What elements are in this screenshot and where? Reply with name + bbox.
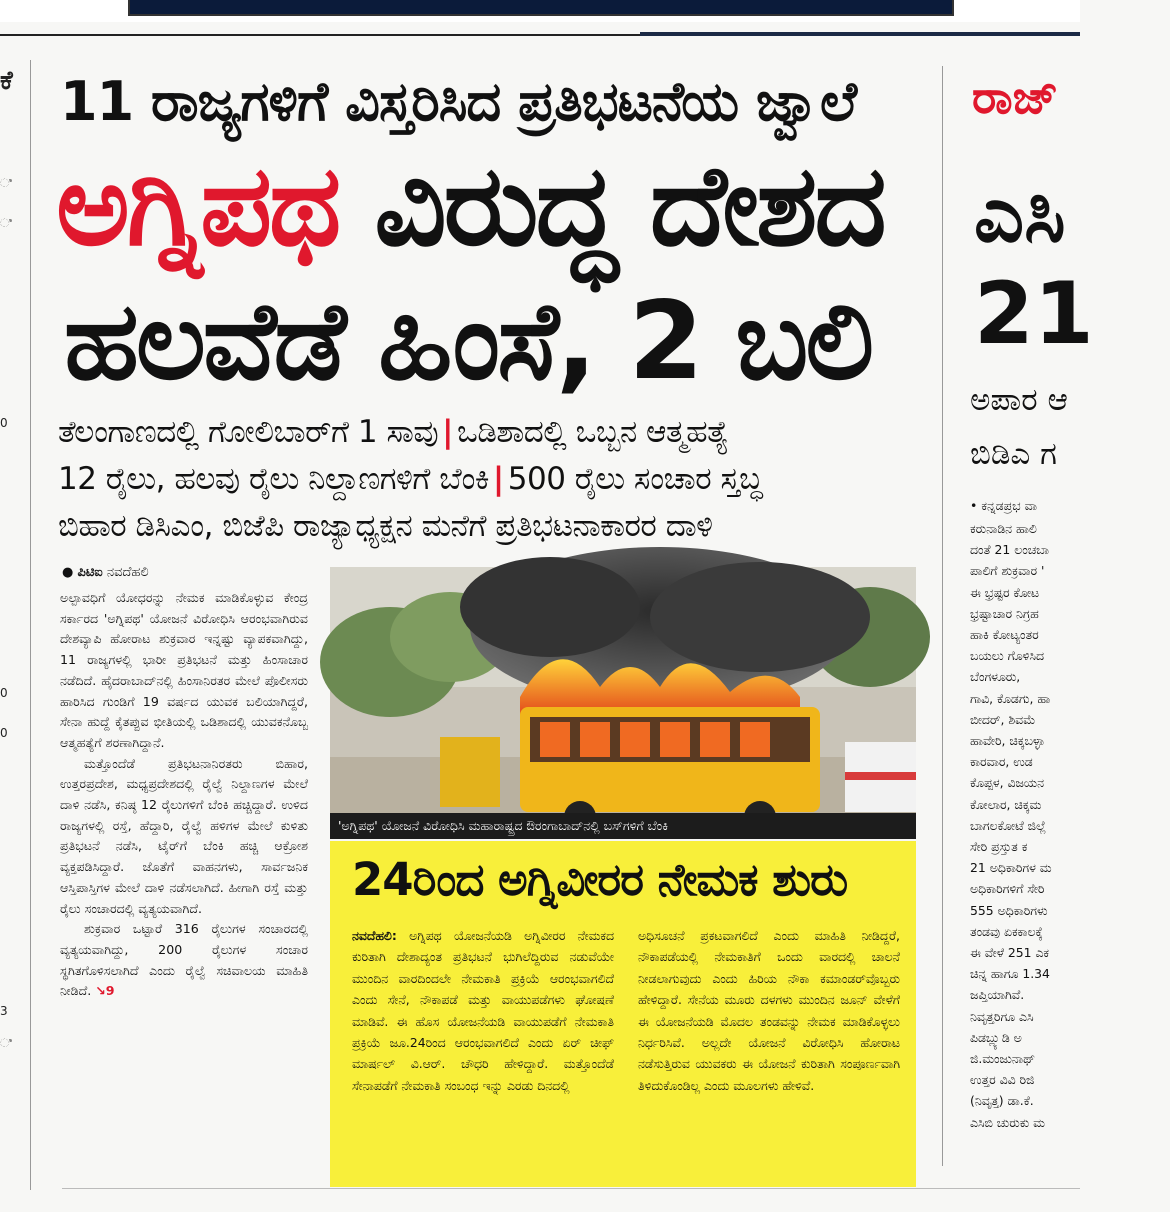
adjacent-body-line: ಜಿ.ಮಂಜುನಾಥ್ [970,1051,1036,1067]
left-fragment: ಿ [0,1036,12,1050]
adjacent-body-line: ಉತ್ತರ ವಿವಿ ರಿಜಿ [970,1072,1035,1088]
adjacent-body-line: ಪಿಡಬ್ಲ್ಯುಡಿ ಅ [970,1029,1022,1045]
column-rule-left [30,60,31,1190]
adjacent-body-line: ತಂಡವು ಏಕಕಾಲಕ್ಕೆ [970,923,1043,939]
adjacent-subhead: ಬಿಡಿಎ ಗ [970,436,1057,472]
adjacent-headline-2: 21 [974,264,1094,364]
bottom-rule [62,1188,1080,1189]
photo-caption: 'ಅಗ್ನಿಪಥ' ಯೋಜನೆ ವಿರೋಧಿಸಿ ಮಹಾರಾಷ್ಟ್ರದ ಔರಂಗಾಬಾದ್‌ನಲ್ಲಿ ಬಸ್‌ಗಳಿಗೆ ಬೆಂಕಿ [330,813,916,839]
sidebar-dateline: ನವದೆಹಲಿ: [352,928,397,943]
adjacent-body-line: ಬೆಂಗಳೂರು, [970,669,1021,685]
continued-marker: ↘9 [95,983,115,999]
adjacent-body-line: ಹಾಕಿ ಕೋಟ್ಯಂತರ [970,627,1039,643]
adjacent-body-line: ಭ್ರಷ್ಟಾಚಾರ ನಿಗ್ರಹ [970,605,1039,621]
headline-highlight: ಅಗ್ನಿಪಥ [56,141,339,271]
left-fragment: 3 [0,1004,8,1018]
adjacent-body-line: ಅಧಿಕಾರಿಗಳಿಗೆ ಸೇರಿ [970,881,1045,897]
sidebar-headline: 24ರಿಂದ ಅಗ್ನಿವೀರರ ನೇಮಕ ಶುರು [352,853,848,906]
subhead-text: ತೆಲಂಗಾಣದಲ್ಲಿ ಗೋಲಿಬಾರ್‌ಗೆ 1 ಸಾವು [58,414,439,450]
headline-text: ವಿರುದ್ಧ ದೇಶದ [338,141,884,271]
main-headline-line2: ಹಲವೆಡೆ ಹಿಂಸೆ, 2 ಬಲಿ [64,279,872,404]
subhead-text: 500 ರೈಲು ಸಂಚಾರ ಸ್ತಬ್ಧ [507,461,763,497]
adjacent-body-line: ಸೇರಿ ಪ್ರಸ್ತುತ ಕ [970,839,1028,855]
masthead-strip [128,0,954,16]
adjacent-byline: • ಕನ್ನಡಪ್ರಭ ವಾ [970,498,1038,513]
kicker-headline: 11 ರಾಜ್ಯಗಳಿಗೆ ವಿಸ್ತರಿಸಿದ ಪ್ರತಿಭಟನೆಯ ಜ್ವಾಲೆ [60,70,857,133]
main-headline-line1 [56,141,884,271]
left-fragment: ಿ [0,216,12,230]
story-paragraph: ಅಲ್ಪಾವಧಿಗೆ ಯೋಧರನ್ನು ನೇಮಕ ಮಾಡಿಕೊಳ್ಳುವ ಕೇಂದ್ರ ಸರ್ಕಾರದ 'ಅಗ್ನಿಪಥ' ಯೋಜನೆ ವಿರೋಧಿಸಿ ಆರಂಭವಾಗಿರುವ ದೇಶವ್ಯಾಪಿ ಹೋರಾಟ ಶುಕ್ರವಾರ ಇನ್ನಷ್ಟು ವ್ಯಾಪಕವಾಗಿದ್ದು, 11 ರಾಜ್ಯಗಳಲ್ಲಿ ಭಾರೀ ಪ್ರತಿಭಟನೆ ಮತ್ತು ಹಿಂಸಾಚಾರ ನಡೆದಿದೆ. ಹೈದರಾಬಾದ್‌ನಲ್ಲಿ ಹಿಂಸಾನಿರತರ ಮೇಲೆ ಪೊಲೀಸರು ಹಾರಿಸಿದ ಗುಂಡಿಗೆ 19 ವರ್ಷದ ಯುವಕ ಬಲಿಯಾಗಿದ್ದರೆ, ಸೇನಾ ಹುದ್ದೆ ಕೈತಪ್ಪುವ ಭೀತಿಯಲ್ಲಿ ಒಡಿಶಾದಲ್ಲಿ ಯುವಕನೊಬ್ಬ ಆತ್ಮಹತ್ಯೆಗೆ ಶರಣಾಗಿದ್ದಾನೆ. [60,590,308,750]
sidebar-column-2: ಅಧಿಸೂಚನೆ ಪ್ರಕಟವಾಗಲಿದೆ ಎಂದು ಮಾಹಿತಿ ನೀಡಿದ್ದರೆ, ನೌಕಾಪಡೆಯಲ್ಲಿ ನೇಮಕಾತಿಗೆ ಒಂದು ವಾರದಲ್ಲಿ ಚಾಲನೆ ನೀಡಲಾಗುವುದು ಎಂದು ಹಿರಿಯ ನೌಕಾ ಕಮಾಂಡರ್‌ವೊಬ್ಬರು ಹೇಳಿದ್ದಾರೆ. ಸೇನೆಯ ಮೂರು ದಳಗಳು ಮುಂದಿನ ಜೂನ್ ವೇಳೆಗೆ ಈ ಯೋಜನೆಯಡಿ ಮೊದಲ ತಂಡವನ್ನು ನೇಮಕ ಮಾಡಿಕೊಳ್ಳಲು ನಿರ್ಧರಿಸಿವೆ. ಅಲ್ಲದೇ ಯೋಜನೆ ವಿರೋಧಿಸಿ ಹೋರಾಟ ನಡೆಸುತ್ತಿರುವ ಯುವಕರು ಈ ಯೋಜನೆ ಕುರಿತಾಗಿ ಸಂಪೂರ್ಣವಾಗಿ ತಿಳಿದುಕೊಂಡಿಲ್ಲ ಎಂದು ಮೂಲಗಳು ಹೇಳಿವೆ. [638,928,900,1093]
left-fragment: 0 [0,416,8,430]
left-fragment: 0 [0,686,8,700]
subhead-text: ಒಡಿಶಾದಲ್ಲಿ ಒಬ್ಬನ ಆತ್ಮಹತ್ಯೆ [456,414,729,450]
adjacent-body-line: ದಂತೆ 21 ಲಂಚಬಾ [970,542,1050,558]
byline-agency: ಪಿಟಿಐ [77,565,103,580]
adjacent-body-line: ಕರುನಾಡಿನ ಹಾಲಿ [970,521,1037,536]
adjacent-kicker: ರಾಜ್ [972,70,1059,124]
byline-place: ನವದೆಹಲಿ [106,565,149,580]
adjacent-body-line: (ನಿವೃತ್ತ) ಡಾ.ಕೆ. [970,1093,1034,1109]
photo-illustration [330,567,916,839]
top-frame [0,0,1080,22]
adjacent-body-line: ಬೀದರ್, ಶಿವಮೆ [970,711,1036,727]
news-photo-burning-bus [330,567,916,839]
adjacent-body-line: ಕಾರವಾರ, ಉಡ [970,754,1033,770]
sidebar-story-box [330,841,916,1187]
adjacent-body-line: ಎಸಿಬಿ ಚುರುಕು ಮ [970,1114,1045,1130]
subhead-separator: | [442,414,453,450]
story-paragraph [60,919,308,1002]
subhead-3: ಬಿಹಾರ ಡಿಸಿಎಂ, ಬಿಜೆಪಿ ರಾಜ್ಯಾಧ್ಯಕ್ಷನ ಮನೆಗೆ ಪ್ರತಿಭಟನಾಕಾರರ ದಾಳಿ [58,508,713,544]
top-rule [0,34,640,36]
subhead-separator: | [492,461,504,497]
story-body [60,588,308,1002]
left-fragment: 0 [0,726,8,740]
adjacent-story [946,40,1094,1200]
subhead-text: 12 ರೈಲು, ಹಲವು ರೈಲು ನಿಲ್ದಾಣಗಳಿಗೆ ಬೆಂಕಿ [58,461,489,497]
adjacent-subhead: ಅಪಾರ ಆ [970,382,1068,418]
adjacent-body [970,518,1170,1133]
subhead-1 [58,414,729,451]
adjacent-body-line: ಪಾಲಿಗೆ ಶುಕ್ರವಾರ ' [970,563,1045,579]
subhead-2 [58,461,762,498]
byline: ● ಪಿಟಿಐ ನವದೆಹಲಿ [62,565,149,580]
left-fragment: ಕೆ [0,66,13,96]
adjacent-body-line: ಗಾವಿ, ಕೊಡಗು, ಹಾ [970,690,1051,706]
sidebar-column-1 [352,925,614,1096]
adjacent-body-line: ಈ ವೇಳೆ 251 ಎಕ [970,945,1049,961]
story-paragraph-text: ಶುಕ್ರವಾರ ಒಟ್ಟಾರೆ 316 ರೈಲುಗಳ ಸಂಚಾರದಲ್ಲಿ ವ್ಯತ್ಯಯವಾಗಿದ್ದು, 200 ರೈಲುಗಳ ಸಂಚಾರ ಸ್ಥಗಿತಗೊಳಿಸಲಾಗಿದೆ ಎಂದು ರೈಲ್ವೆ ಸಚಿವಾಲಯ ಮಾಹಿತಿ ನೀಡಿದೆ. [60,921,308,999]
adjacent-body-line: ಕೋಲಾರ, ಚಿಕ್ಕಮ [970,796,1042,812]
adjacent-body-line: 555 ಅಧಿಕಾರಿಗಳು [970,902,1048,918]
sidebar-text: ಅಗ್ನಿಪಥ ಯೋಜನೆಯಡಿ ಅಗ್ನಿವೀರರ ನೇಮಕದ ಕುರಿತಾಗಿ ದೇಶಾದ್ಯಂತ ಪ್ರತಿಭಟನೆ ಭುಗಿಲೆದ್ದಿರುವ ನಡುವೆಯೇ ಮುಂದಿನ ವಾರದಿಂದಲೇ ನೇಮಕಾತಿ ಪ್ರಕ್ರಿಯೆ ಆರಂಭವಾಗಲಿದೆ ಎಂದು ಸೇನೆ, ನೌಕಾಪಡೆ ಮತ್ತು ವಾಯುಪಡೆಗಳು ಘೋಷಣೆ ಮಾಡಿವೆ. ಈ ಹೊಸ ಯೋಜನೆಯಡಿ ವಾಯುಪಡೆಗೆ ನೇಮಕಾತಿ ಪ್ರಕ್ರಿಯೆ ಜೂ.24ರಿಂದ ಆರಂಭವಾಗಲಿದೆ ಎಂದು ಏರ್ ಚೀಫ್ ಮಾರ್ಷಲ್ ವಿ.ಆರ್. ಚೌಧರಿ ಹೇಳಿದ್ದಾರೆ. ಮತ್ತೊಂದೆಡೆ ಸೇನಾಪಡೆಗೆ ನೇಮಕಾತಿ ಸಂಬಂಧ ಇನ್ನು ಎರಡು ದಿನದಲ್ಲಿ [352,928,614,1093]
top-rule-dark [640,32,1080,36]
column-rule-right [942,66,943,1166]
adjacent-body-line: ಹಾವೇರಿ, ಚಿಕ್ಕಬಳ್ಳಾ [970,733,1045,749]
adjacent-body-line: ಈ ಭ್ರಷ್ಟರ ಕೋಟ [970,584,1040,600]
main-story [34,40,939,1200]
adjacent-body-line: ಜಪ್ತಿಯಾಗಿವೆ. [970,987,1025,1003]
adjacent-body-line: ಕೊಪ್ಪಳ, ವಿಜಯನ [970,775,1044,791]
adjacent-body-line: ನಿವೃತ್ತರಿಗೂ ಎಸಿ [970,1008,1034,1024]
story-paragraph: ಮತ್ತೊಂದೆಡೆ ಪ್ರತಿಭಟನಾನಿರತರು ಬಿಹಾರ, ಉತ್ತರಪ್ರದೇಶ, ಮಧ್ಯಪ್ರದೇಶದಲ್ಲಿ ರೈಲ್ವೆ ನಿಲ್ದಾಣಗಳ ಮೇಲೆ ದಾಳಿ ನಡೆಸಿ, ಕನಿಷ್ಠ 12 ರೈಲುಗಳಿಗೆ ಬೆಂಕಿ ಹಚ್ಚಿದ್ದಾರೆ. ಉಳಿದ ರಾಜ್ಯಗಳಲ್ಲಿ ರಸ್ತೆ, ಹೆದ್ದಾರಿ, ರೈಲ್ವೆ ಹಳಿಗಳ ಮೇಲೆ ಕುಳಿತು ಪ್ರತಿಭಟನೆ ನಡೆಸಿ, ಟೈರ್‌ಗೆ ಬೆಂಕಿ ಹಚ್ಚಿ ಆಕ್ರೋಶ ವ್ಯಕ್ತಪಡಿಸಿದ್ದಾರೆ. ಜೊತೆಗೆ ವಾಹನಗಳು, ಸಾರ್ವಜನಿಕ ಆಸ್ತಿಪಾಸ್ತಿಗಳ ಮೇಲೆ ದಾಳಿ ನಡೆಸಲಾಗಿದೆ. ಹೀಗಾಗಿ ರಸ್ತೆ ಮತ್ತು ರೈಲು ಸಂಚಾರದಲ್ಲಿ ವ್ಯತ್ಯಯವಾಗಿದೆ. [60,755,308,916]
adjacent-body-line: 21 ಅಧಿಕಾರಿಗಳ ಮ [970,860,1052,876]
previous-column-strip [0,36,26,1212]
adjacent-body-line: ಬಾಗಲಕೋಟೆ ಜಿಲ್ಲೆ [970,817,1046,833]
adjacent-body-line: ಬಯಲು ಗೊಳಿಸಿದ [970,648,1045,664]
adjacent-headline-1: ಎಸಿ [974,170,1066,260]
left-fragment: ಿ [0,176,12,190]
adjacent-body-line: ಚಿನ್ನ ಹಾಗೂ 1.34 [970,966,1050,982]
